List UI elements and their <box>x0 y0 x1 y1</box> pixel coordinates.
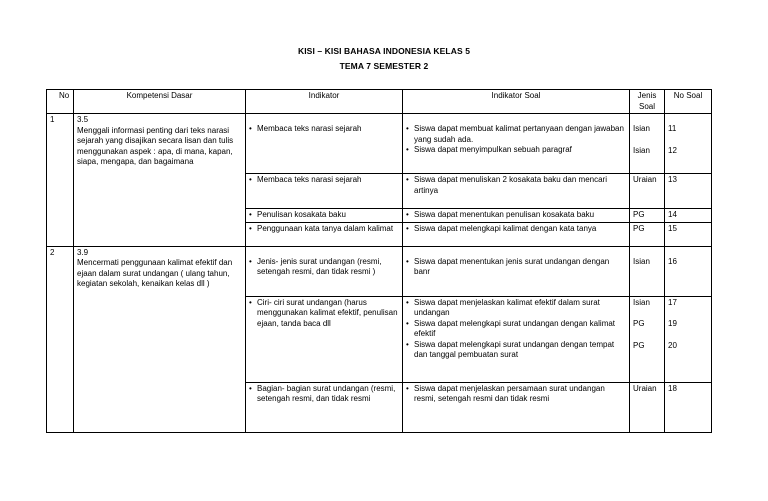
indikator-soal-item: • Siswa dapat menjelaskan persamaan surat undangan resmi, setengah resmi dan tidak resmi <box>406 384 626 405</box>
indikator-soal-item: • Siswa dapat melengkapi surat undangan dengan kalimat efektif <box>406 319 626 340</box>
indikator-soal-cell <box>403 296 630 382</box>
indikator-soal-item: • Siswa dapat menuliskan 2 kosakata baku dan mencari artinya <box>406 175 626 196</box>
indikator-soal-cell <box>403 209 630 223</box>
indikator-cell <box>246 114 403 174</box>
no-soal-value: 17 <box>668 297 677 307</box>
header-no-soal: No Soal <box>665 90 712 114</box>
indikator-soal-cell <box>403 114 630 174</box>
row-number: 1 <box>47 114 74 247</box>
no-soal-value: 20 <box>668 340 677 350</box>
jenis-soal-cell: Isian <box>630 246 665 296</box>
indikator-soal-cell <box>403 246 630 296</box>
indikator-soal-item: • Siswa dapat membuat kalimat pertanyaan dengan jawaban yang sudah ada. <box>406 124 626 145</box>
no-soal-value: 11 <box>668 124 677 133</box>
jenis-soal-cell: PG <box>630 222 665 246</box>
kisi-table <box>46 89 712 433</box>
jenis-soal-value: Isian <box>633 124 650 133</box>
jenis-soal-value: PG <box>633 340 645 350</box>
no-soal-cell <box>665 296 712 382</box>
indikator-cell <box>246 296 403 382</box>
indikator-soal-item: • Siswa dapat menyimpulkan sebuah paragraf <box>406 145 626 156</box>
kd-code: 3.5 <box>77 115 89 124</box>
row-number: 2 <box>47 246 74 432</box>
indikator-item: • Penulisan kosakata baku <box>249 210 399 221</box>
indikator-cell <box>246 174 403 209</box>
jenis-soal-cell: Uraian <box>630 382 665 432</box>
header-indikator-soal: Indikator Soal <box>403 90 630 114</box>
jenis-soal-value: Isian <box>633 145 650 155</box>
kd-text: Mencermati penggunaan kalimat efektif dan ejaan dalam surat undangan ( ulang tahun, kegiatan sekolah, kenaikan kelas dll ) <box>77 258 233 288</box>
indikator-item: • Membaca teks narasi sejarah <box>249 124 399 135</box>
indikator-cell <box>246 382 403 432</box>
header-kompetensi-dasar: Kompetensi Dasar <box>74 90 246 114</box>
indikator-soal-item: • Siswa dapat menjelaskan kalimat efektif dalam surat undangan <box>406 298 626 319</box>
jenis-soal-cell <box>630 114 665 174</box>
indikator-soal-cell <box>403 222 630 246</box>
jenis-soal-cell: PG <box>630 209 665 223</box>
indikator-cell <box>246 222 403 246</box>
kompetensi-dasar-cell <box>74 114 246 247</box>
table-row <box>47 114 712 174</box>
kd-text: Menggali informasi penting dari teks narasi sejarah yang disajikan secara lisan dan tulis menggunakan aspek : apa, di mana, kapan, siapa, mengapa, dan bagaimana <box>77 125 234 166</box>
no-soal-cell: 13 <box>665 174 712 209</box>
kompetensi-dasar-cell <box>74 246 246 432</box>
indikator-item: • Penggunaan kata tanya dalam kalimat <box>249 224 399 235</box>
table-row <box>47 246 712 296</box>
indikator-soal-item: • Siswa dapat menentukan penulisan kosakata baku <box>406 210 626 221</box>
no-soal-cell: 15 <box>665 222 712 246</box>
no-soal-cell: 18 <box>665 382 712 432</box>
jenis-soal-cell <box>630 296 665 382</box>
indikator-item: • Bagian- bagian surat undangan (resmi, setengah resmi, dan tidak resmi <box>249 384 399 405</box>
jenis-soal-cell: Uraian <box>630 174 665 209</box>
header-jenis-soal: Jenis Soal <box>630 90 665 114</box>
indikator-item: • Jenis- jenis surat undangan (resmi, setengah resmi, dan tidak resmi ) <box>249 257 399 278</box>
indikator-soal-item: • Siswa dapat menentukan jenis surat undangan dengan banr <box>406 257 626 278</box>
indikator-cell <box>246 246 403 296</box>
header-no: No <box>47 90 74 114</box>
no-soal-cell: 14 <box>665 209 712 223</box>
no-soal-cell <box>665 114 712 174</box>
indikator-soal-item: • Siswa dapat melengkapi kalimat dengan kata tanya <box>406 224 626 235</box>
table-header-row <box>47 90 712 114</box>
document-subtitle: TEMA 7 SEMESTER 2 <box>339 61 429 71</box>
kd-code: 3.9 <box>77 247 89 257</box>
document-title: KISI – KISI BAHASA INDONESIA KELAS 5 <box>297 46 471 56</box>
no-soal-value: 19 <box>668 319 677 328</box>
indikator-item: • Ciri- ciri surat undangan (harus menggunakan kalimat efektif, penulisan ejaan, tanda baca dll <box>249 298 399 330</box>
header-indikator: Indikator <box>246 90 403 114</box>
no-soal-value: 12 <box>668 145 677 155</box>
no-soal-cell: 16 <box>665 246 712 296</box>
indikator-soal-cell <box>403 382 630 432</box>
indikator-cell <box>246 209 403 223</box>
indikator-soal-cell <box>403 174 630 209</box>
jenis-soal-value: PG <box>633 319 645 328</box>
indikator-soal-item: • Siswa dapat melengkapi surat undangan dengan tempat dan tanggal pembuatan surat <box>406 340 626 361</box>
indikator-item: • Membaca teks narasi sejarah <box>249 175 399 186</box>
jenis-soal-value: Isian <box>633 297 650 307</box>
